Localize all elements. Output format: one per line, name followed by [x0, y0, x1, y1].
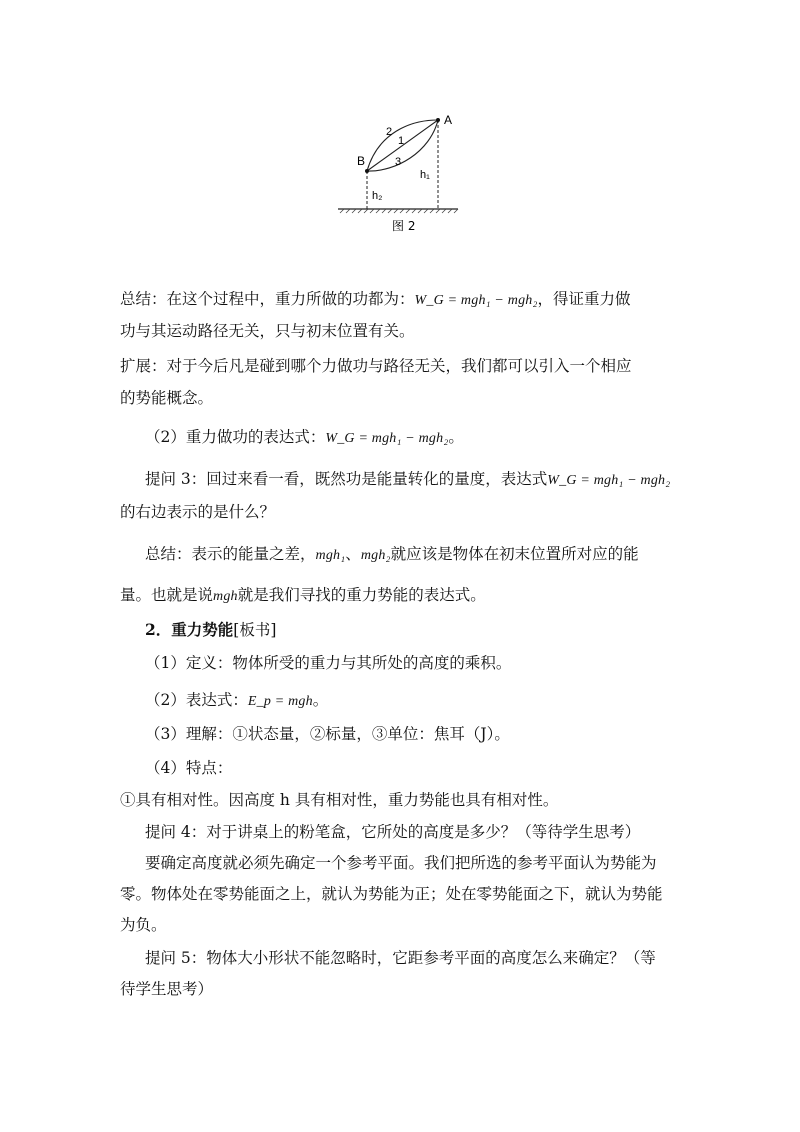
relativity-line [120, 790, 558, 810]
label-h1: h₁ [420, 169, 430, 181]
question-3-text-2: 的右边表示的是什么？ [120, 503, 276, 521]
question-5-line-1 [145, 948, 656, 968]
point-b-dot [365, 169, 369, 173]
energy-summary-text-c: 量。也就是说 [120, 586, 214, 604]
work-expression-label: （2）重力做功的表达式： [145, 428, 326, 446]
question-5-text-2: 待学生思考） [120, 980, 214, 998]
question-3-text: 提问 3：回过来看一看，既然功是能量转化的量度，表达式 [145, 470, 548, 488]
question-3-line-2 [120, 502, 275, 522]
definition-text: （1）定义：物体所受的重力与其所处的高度的乘积。 [145, 654, 512, 672]
extension-line-2 [120, 388, 213, 408]
summary-text: 总结：在这个过程中，重力所做的功都为： [120, 290, 415, 308]
summary-line-2 [120, 321, 415, 341]
label-h2: h₂ [372, 190, 383, 202]
summary-text-2: 功与其运动路径无关，只与初末位置有关。 [120, 322, 415, 340]
question-5-line-2 [120, 979, 213, 999]
question-4-line [145, 822, 640, 842]
section-2-title: 2．重力势能 [145, 620, 234, 639]
reference-text-1: 要确定高度就必须先确定一个参考平面。我们把所选的参考平面认为势能为 [145, 854, 657, 872]
label-path-3: 3 [395, 156, 402, 168]
summary-line-1 [120, 289, 631, 311]
period: 。 [448, 428, 464, 446]
label-path-2: 2 [386, 126, 393, 138]
expression-label: （2）表达式： [145, 691, 248, 709]
energy-summary-line-1 [145, 544, 639, 566]
question-3-line-1 [145, 469, 670, 491]
section-2-note: [板书] [233, 621, 277, 639]
energy-summary-text-b: 就应该是物体在初末位置所对应的能 [390, 545, 639, 563]
reference-text-3: 为负。 [120, 916, 167, 934]
extension-line-1 [120, 356, 632, 376]
reference-line-1 [145, 853, 657, 873]
formula-work-gravity-3: W_G = mgh₁ − mgh₂ [547, 473, 671, 488]
formula-mgh: mgh [213, 589, 238, 604]
feature-text: （4）特点： [145, 759, 233, 777]
expression-line [145, 690, 328, 712]
label-a: A [444, 113, 453, 127]
formula-mgh1: mgh₁ [315, 548, 346, 563]
extension-text-2: 的势能概念。 [120, 389, 214, 407]
formula-mgh2: mgh₂ [360, 548, 391, 563]
extension-text: 扩展：对于今后凡是碰到哪个力做功与路径无关，我们都可以引入一个相应 [120, 357, 632, 375]
section-2-heading [145, 620, 276, 640]
work-expression-line [145, 427, 464, 449]
reference-line-3 [120, 915, 167, 935]
question-5-text: 提问 5：物体大小形状不能忽略时，它距参考平面的高度怎么来确定？（等 [145, 949, 656, 967]
formula-work-gravity-2: W_G = mgh₁ − mgh₂ [325, 431, 449, 446]
point-a-dot [436, 118, 440, 122]
separator: 、 [345, 545, 361, 563]
ground-hatch [340, 209, 458, 213]
reference-text-2: 零。物体处在零势能面之上，就认为势能为正；处在零势能面之下，就认为势能 [120, 885, 663, 903]
energy-summary-text-d: 就是我们寻找的重力势能的表达式。 [237, 586, 486, 604]
expression-period: 。 [312, 691, 329, 709]
understanding-text: （3）理解：①状态量，②标量，③单位：焦耳（J）。 [145, 725, 510, 743]
understanding-line [145, 724, 510, 744]
energy-summary-text: 总结：表示的能量之差， [145, 545, 316, 563]
formula-potential-energy: E_p = mgh [247, 694, 313, 709]
relativity-text: ①具有相对性。因高度 h 具有相对性，重力势能也具有相对性。 [120, 791, 559, 809]
energy-summary-line-2 [120, 585, 486, 607]
label-b: B [357, 154, 366, 168]
reference-line-2 [120, 884, 663, 904]
formula-work-gravity: W_G = mgh₁ − mgh₂ [414, 293, 538, 308]
figure-caption: 图 2 [392, 219, 416, 233]
feature-line [145, 758, 232, 778]
summary-text-tail: ，得证重力做 [537, 290, 631, 308]
question-4-text: 提问 4：对于讲桌上的粉笔盒，它所处的高度是多少？（等待学生思考） [145, 823, 641, 841]
figure-2 [330, 108, 470, 238]
label-path-1: 1 [398, 135, 405, 147]
definition-line [145, 653, 511, 673]
